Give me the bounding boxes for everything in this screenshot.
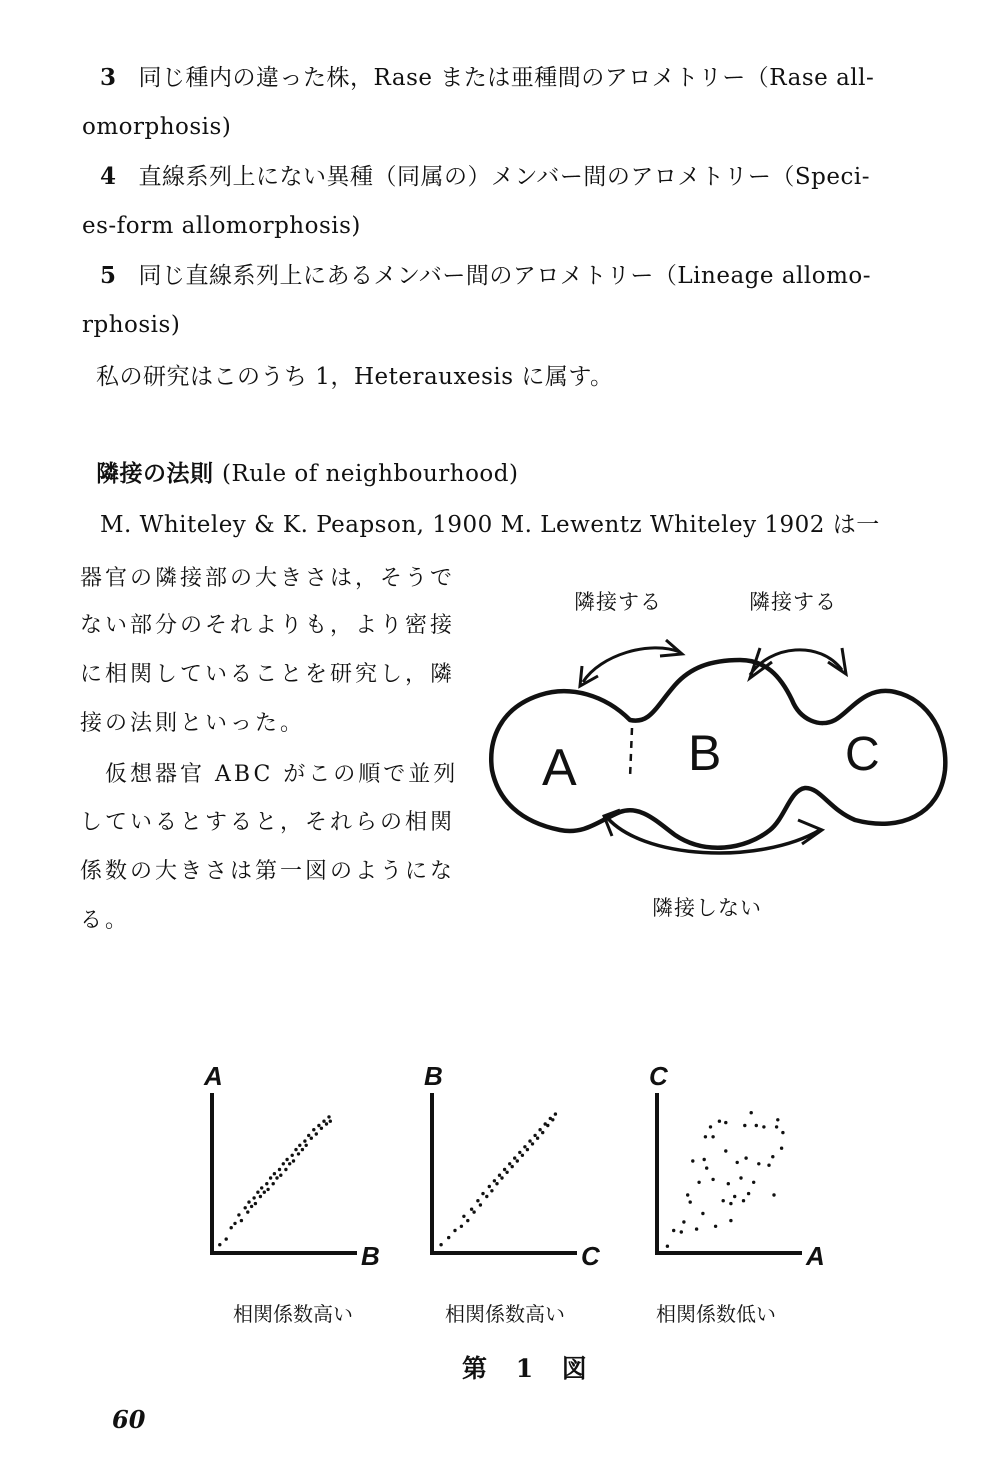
data-point [279, 1174, 282, 1177]
data-point [695, 1227, 698, 1230]
column-line: 器官の隣接部の大きさは，そうで [80, 566, 456, 591]
y-axis-label: A [204, 1061, 223, 1091]
data-point [755, 1124, 758, 1127]
data-point [697, 1181, 700, 1184]
data-point [460, 1225, 463, 1228]
list-item-4-line-1: 4 直線系列上にない異種（同属の）メンバー間のアロメトリー（Speci- [100, 163, 871, 190]
data-point [546, 1124, 549, 1127]
data-point [305, 1144, 308, 1147]
data-point [705, 1166, 708, 1169]
data-point [230, 1226, 233, 1229]
data-point [269, 1176, 272, 1179]
data-point [771, 1155, 774, 1158]
data-point [481, 1192, 484, 1195]
data-point [757, 1162, 760, 1165]
data-point [781, 1131, 784, 1134]
list-item-3-line-2: omorphosis) [82, 114, 232, 140]
x-axis-label: A [806, 1241, 825, 1271]
data-point [709, 1125, 712, 1128]
data-point [672, 1229, 675, 1232]
data-point [312, 1128, 315, 1131]
data-point [462, 1215, 465, 1218]
data-point [263, 1191, 266, 1194]
data-point [479, 1203, 482, 1206]
data-point [511, 1165, 514, 1168]
organ-label-b: B [688, 725, 722, 781]
data-point [485, 1195, 488, 1198]
data-point [538, 1128, 541, 1131]
data-point [533, 1134, 536, 1137]
data-point [531, 1142, 534, 1145]
data-point [325, 1122, 328, 1125]
data-point [551, 1118, 554, 1121]
section-intro-line: M. Whiteley & K. Peapson, 1900 M. Lewentz Whiteley 1902 は一 [100, 512, 880, 538]
summary-line: 私の研究はこのうち 1，Heterauxesis に属す。 [96, 364, 614, 390]
data-point [310, 1137, 313, 1140]
data-point [736, 1161, 739, 1164]
data-point [743, 1124, 746, 1127]
data-point [259, 1195, 262, 1198]
data-point [250, 1205, 253, 1208]
data-point [689, 1200, 692, 1203]
scatter-plot-b-vs-c [420, 1061, 600, 1275]
data-point [541, 1131, 544, 1134]
data-point [682, 1220, 685, 1223]
data-point [466, 1219, 469, 1222]
organ-label-a: A [542, 739, 577, 797]
label-adjacent-ab: 隣接する [574, 590, 662, 614]
data-point [240, 1219, 243, 1222]
data-point [508, 1162, 511, 1165]
data-point [680, 1230, 683, 1233]
list-item-5-line-1: 5 同じ直線系列上にあるメンバー間のアロメトリー（Lineage allomo- [100, 262, 872, 289]
data-point [744, 1156, 747, 1159]
data-point [498, 1174, 501, 1177]
data-point [315, 1132, 318, 1135]
data-point [298, 1144, 301, 1147]
x-axis-label: C [581, 1241, 600, 1271]
data-point [776, 1118, 779, 1121]
data-point [493, 1179, 496, 1182]
data-point [439, 1243, 442, 1246]
data-point [275, 1176, 278, 1179]
data-point [772, 1193, 775, 1196]
x-axis-label: B [361, 1241, 380, 1271]
data-point [747, 1192, 750, 1195]
figure-caption: 第 1 図 [462, 1354, 597, 1383]
data-point [225, 1237, 228, 1240]
data-point [503, 1168, 506, 1171]
plot-caption-3: 相関係数低い [656, 1302, 776, 1326]
data-point [272, 1182, 275, 1185]
data-point [453, 1229, 456, 1232]
list-item-5-line-2: rphosis) [82, 312, 181, 338]
data-point [724, 1121, 727, 1124]
data-point [266, 1188, 269, 1191]
column-line: ない部分のそれよりも，より密接 [80, 613, 456, 638]
data-point [260, 1186, 263, 1189]
data-point [285, 1158, 288, 1161]
data-point [724, 1149, 727, 1152]
column-line: 仮想器官 ABC がこの順で並列 [80, 762, 459, 787]
plot-caption-1: 相関係数高い [233, 1302, 353, 1326]
data-point [291, 1154, 294, 1157]
data-point [711, 1178, 714, 1181]
data-point [742, 1199, 745, 1202]
column-line: に相関していることを研究し，隣 [80, 662, 456, 687]
data-point [500, 1176, 503, 1179]
data-point [472, 1210, 475, 1213]
divider-dashed [630, 728, 632, 778]
organ-label-c: C [845, 728, 880, 781]
data-point [288, 1162, 291, 1165]
data-point [780, 1147, 783, 1150]
y-axis-label: B [424, 1061, 443, 1091]
data-point [247, 1200, 250, 1203]
data-point [476, 1199, 479, 1202]
data-point [691, 1159, 694, 1162]
arrowhead-icon [828, 648, 846, 674]
data-point [233, 1222, 236, 1225]
plot-caption-2: 相関係数高い [445, 1302, 565, 1326]
data-point [703, 1158, 706, 1161]
data-point [246, 1210, 249, 1213]
column-line: る。 [80, 908, 131, 933]
data-point [495, 1182, 498, 1185]
data-point [282, 1162, 285, 1165]
data-point [447, 1236, 450, 1239]
data-point [218, 1243, 221, 1246]
data-point [733, 1195, 736, 1198]
data-point [750, 1111, 753, 1114]
data-point [775, 1125, 778, 1128]
data-point [284, 1168, 287, 1171]
data-point [729, 1219, 732, 1222]
data-point [554, 1112, 557, 1115]
section-heading: 隣接の法則 (Rule of neighbourhood) [96, 460, 519, 487]
data-point [701, 1212, 704, 1215]
data-point [292, 1159, 295, 1162]
data-point [237, 1213, 240, 1216]
list-item-3-line-1: 3 同じ種内の違った株，Rase または亜種間のアロメトリー（Rase all- [100, 64, 875, 91]
data-point [307, 1134, 310, 1137]
scatter-plot-a-vs-b [200, 1061, 380, 1275]
data-point [320, 1127, 323, 1130]
data-point [488, 1185, 491, 1188]
data-point [317, 1124, 320, 1127]
data-point [718, 1120, 721, 1123]
column-line: しているとすると，それらの相関 [80, 810, 456, 835]
data-point [256, 1191, 259, 1194]
data-point [686, 1193, 689, 1196]
column-line: 接の法則といった。 [80, 711, 306, 736]
data-point [301, 1148, 304, 1151]
data-point [714, 1225, 717, 1228]
organ-diagram [480, 640, 960, 860]
page-number: 60 [112, 1405, 146, 1434]
label-adjacent-bc: 隣接する [749, 590, 837, 614]
data-point [278, 1168, 281, 1171]
data-point [727, 1182, 730, 1185]
data-point [327, 1115, 330, 1118]
data-point [294, 1148, 297, 1151]
data-point [711, 1135, 714, 1138]
data-point [729, 1202, 732, 1205]
data-point [536, 1137, 539, 1140]
data-point [252, 1196, 255, 1199]
data-point [516, 1159, 519, 1162]
y-axis-label: C [649, 1061, 668, 1091]
data-point [513, 1156, 516, 1159]
data-point [762, 1125, 765, 1128]
data-point [329, 1120, 332, 1123]
data-point [322, 1120, 325, 1123]
data-point [470, 1208, 473, 1211]
data-point [752, 1181, 755, 1184]
data-point [518, 1151, 521, 1154]
data-point [265, 1182, 268, 1185]
data-point [297, 1152, 300, 1155]
data-point [303, 1139, 306, 1142]
data-point [526, 1148, 529, 1151]
data-point [244, 1206, 247, 1209]
data-point [704, 1135, 707, 1138]
list-item-4-line-2: es-form allomorphosis) [82, 213, 361, 239]
data-point [254, 1202, 257, 1205]
data-point [666, 1245, 669, 1248]
data-point [521, 1154, 524, 1157]
data-point [523, 1145, 526, 1148]
column-line: 係数の大きさは第一図のようにな [80, 859, 456, 884]
label-not-adjacent: 隣接しない [652, 896, 762, 920]
scatter-plot-c-vs-a [645, 1061, 835, 1275]
data-point [505, 1171, 508, 1174]
data-point [739, 1176, 742, 1179]
data-point [490, 1189, 493, 1192]
data-point [767, 1164, 770, 1167]
data-point [722, 1199, 725, 1202]
data-point [273, 1172, 276, 1175]
data-point [528, 1139, 531, 1142]
